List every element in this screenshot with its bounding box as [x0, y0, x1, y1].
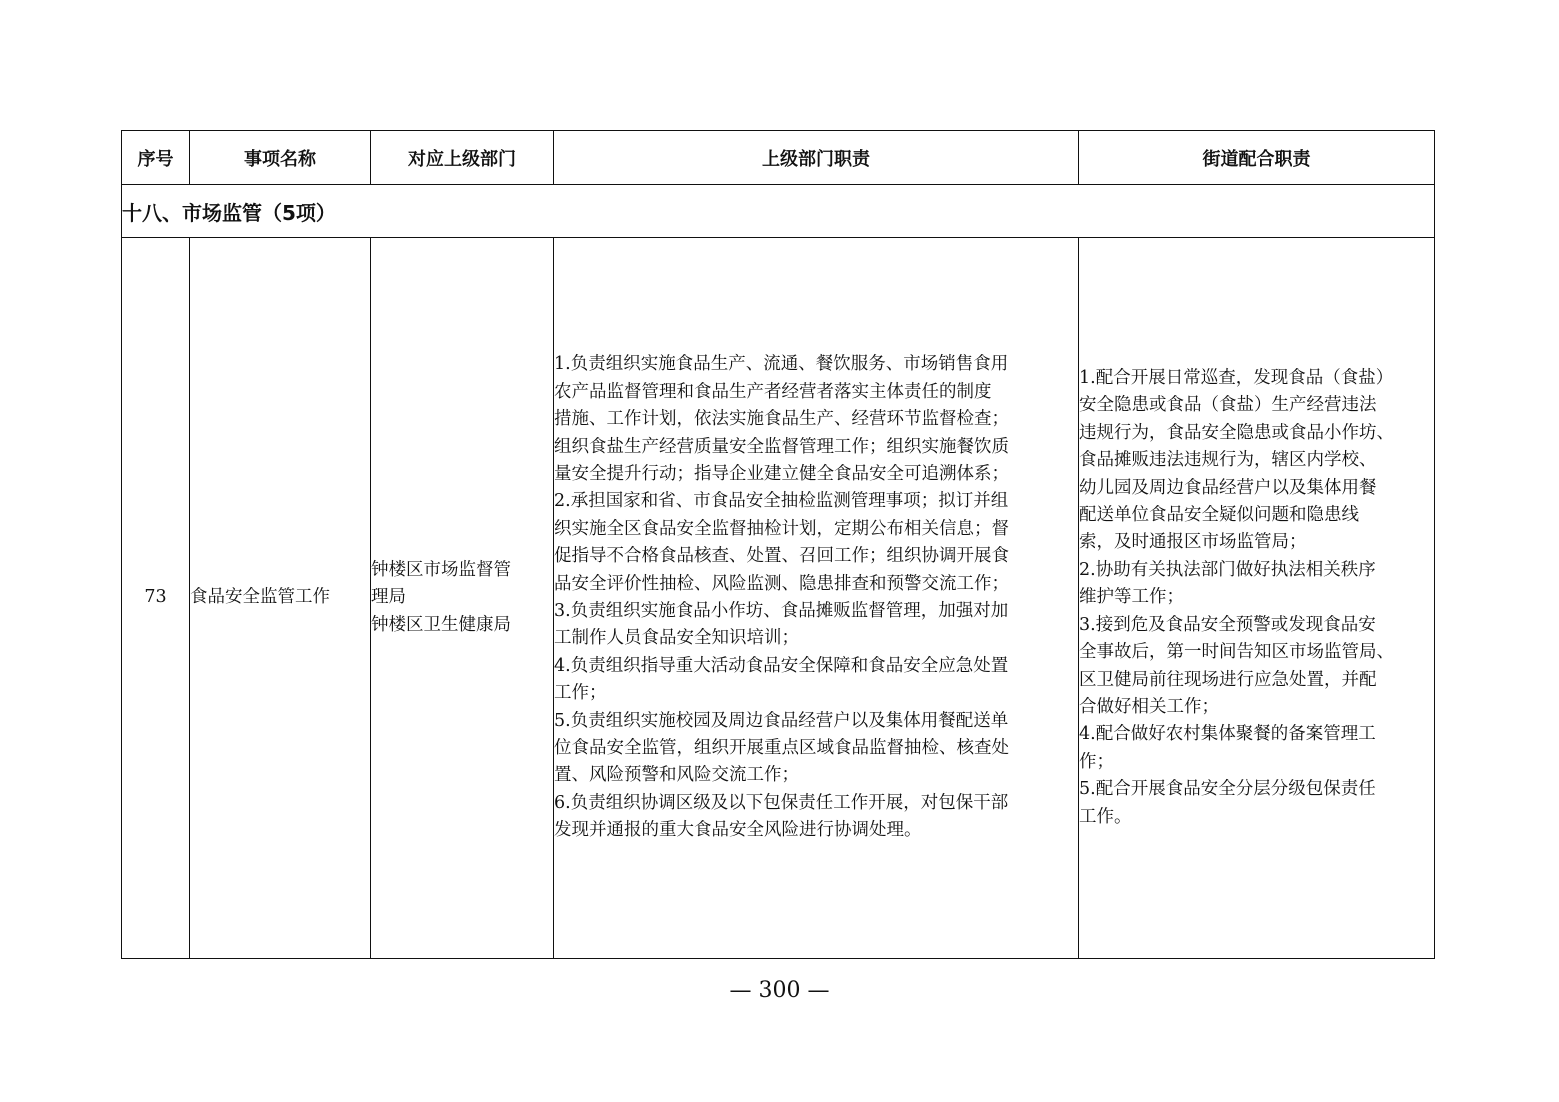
street-duty-line: 幼儿园及周边食品经营户以及集体用餐	[1079, 477, 1377, 498]
row-superior-duties	[554, 238, 1079, 959]
duty-line: 量安全提升行动；指导企业建立健全食品安全可追溯体系；	[554, 463, 1009, 484]
duty-line: 位食品安全监管，组织开展重点区域食品监督抽检、核查处	[554, 738, 1009, 759]
street-duty-line: 4.配合做好农村集体聚餐的备案管理工	[1079, 724, 1376, 745]
street-duty-line: 全事故后，第一时间告知区市场监管局、	[1079, 642, 1394, 663]
page-number: — 300 —	[729, 978, 830, 1003]
street-duty-line: 5.配合开展食品安全分层分级包保责任	[1079, 779, 1376, 800]
street-duty-line: 区卫健局前往现场进行应急处置，并配	[1079, 669, 1377, 690]
row-street-duties	[1079, 238, 1435, 959]
duty-line: 品安全评价性抽检、风险监测、隐患排查和预警交流工作；	[554, 573, 1009, 594]
duty-line: 促指导不合格食品核查、处置、召回工作；组织协调开展食	[554, 546, 1009, 567]
duty-line: 1.负责组织实施食品生产、流通、餐饮服务、市场销售食用	[554, 354, 1009, 375]
street-duty-line: 维护等工作；	[1079, 587, 1184, 608]
header-item-name: 事项名称	[190, 131, 371, 185]
duty-line: 4.负责组织指导重大活动食品安全保障和食品安全应急处置	[554, 655, 1009, 676]
street-duty-line: 安全隐患或食品（食盐）生产经营违法	[1079, 395, 1377, 416]
table-header-row	[122, 131, 1435, 185]
street-duty-line: 合做好相关工作；	[1079, 696, 1219, 717]
header-superior-duties: 上级部门职责	[554, 131, 1079, 185]
street-duty-line: 工作。	[1079, 806, 1132, 827]
duty-line: 2.承担国家和省、市食品安全抽检监测管理事项；拟订并组	[554, 491, 1009, 512]
duty-line: 措施、工作计划，依法实施食品生产、经营环节监督检查；	[554, 409, 1009, 430]
duty-line: 置、风险预警和风险交流工作；	[554, 765, 799, 786]
row-item-name: 食品安全监管工作	[190, 238, 371, 959]
street-duty-line: 索，及时通报区市场监管局；	[1079, 532, 1307, 553]
department-line: 理局	[371, 587, 406, 608]
street-duty-line: 作；	[1079, 751, 1114, 772]
duty-line: 工作；	[554, 683, 607, 704]
street-duty-line: 违规行为，食品安全隐患或食品小作坊、	[1079, 422, 1394, 443]
duty-line: 组织食盐生产经营质量安全监督管理工作；组织实施餐饮质	[554, 436, 1009, 457]
street-duty-line: 食品摊贩违法违规行为，辖区内学校、	[1079, 450, 1377, 471]
street-duty-line: 配送单位食品安全疑似问题和隐患线	[1079, 505, 1359, 526]
duty-line: 织实施全区食品安全监督抽检计划，定期公布相关信息；督	[554, 518, 1009, 539]
street-duty-line: 3.接到危及食品安全预警或发现食品安	[1079, 614, 1376, 635]
duty-line: 5.负责组织实施校园及周边食品经营户以及集体用餐配送单	[554, 710, 1009, 731]
table-row	[122, 238, 1435, 959]
street-duty-line: 2.协助有关执法部门做好执法相关秩序	[1079, 559, 1376, 580]
header-superior-department: 对应上级部门	[371, 131, 554, 185]
duty-line: 工制作人员食品安全知识培训；	[554, 628, 799, 649]
header-street-duties: 街道配合职责	[1079, 131, 1435, 185]
duty-line: 农产品监督管理和食品生产者经营者落实主体责任的制度	[554, 381, 992, 402]
row-departments	[371, 238, 554, 959]
department-line: 钟楼区市场监督管	[371, 559, 511, 580]
header-number: 序号	[122, 131, 190, 185]
section-title: 十八、市场监管（5项）	[122, 185, 1435, 238]
row-number: 73	[122, 238, 190, 959]
duty-table	[121, 130, 1435, 959]
section-row	[122, 185, 1435, 238]
department-line: 钟楼区卫生健康局	[371, 614, 511, 635]
duty-line: 发现并通报的重大食品安全风险进行协调处理。	[554, 820, 922, 841]
duty-line: 6.负责组织协调区级及以下包保责任工作开展，对包保干部	[554, 792, 1009, 813]
duty-line: 3.负责组织实施食品小作坊、食品摊贩监督管理，加强对加	[554, 601, 1009, 621]
street-duty-line: 1.配合开展日常巡查，发现食品（食盐）	[1079, 368, 1394, 389]
